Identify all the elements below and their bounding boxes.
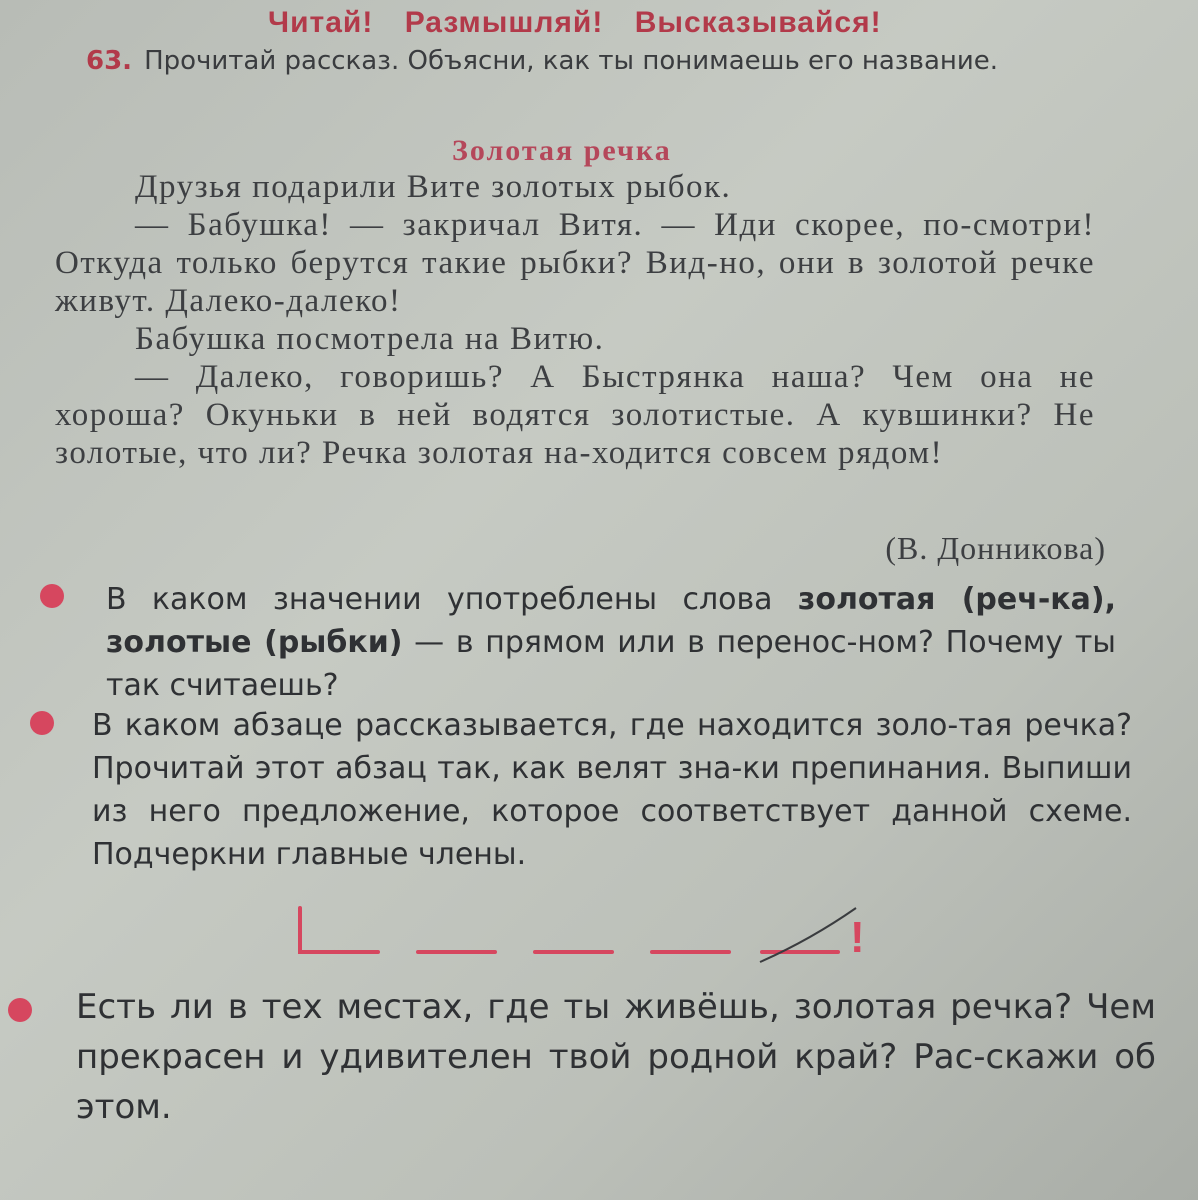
bullet-icon [8,998,32,1022]
bullet-icon [30,711,54,735]
sentence-scheme [290,900,880,970]
task-text: Прочитай рассказ. Объясни, как ты понимаешь его название. [144,46,999,76]
scheme-bracket-mark [300,908,378,952]
story-paragraph: Бабушка посмотрела на Витю. [135,321,605,357]
question-1-after: — в прямом или в перенос-ном? Почему ты так считаешь? [106,625,1116,703]
header-think: Размышляй! [404,6,604,39]
scheme-exclamation: ! [850,913,865,962]
story-paragraph: — Далеко, говоришь? А Быстрянка наша? Чем она не хороша? Окуньки в ней водятся золотистые. А кувшинки? Не золотые, что ли? Речка золотая на-ходится совсем рядом! [55,359,1095,471]
bullet-icon [40,584,64,608]
task-number: 63. [86,46,133,76]
header-read: Читай! [268,6,374,39]
question-3: Есть ли в тех местах, где ты живёшь, золотая речка? Чем прекрасен и удивителен твой родной край? Рас-скажи об этом. [76,987,1156,1127]
sentence-scheme-diagram [290,900,880,970]
question-1 [106,578,1116,707]
story-paragraph: — Бабушка! — закричал Витя. — Иди скорее, по-смотри! Откуда только берутся такие рыбки? Вид-но, они в золотой речке живут. Далеко-далеко! [55,207,1095,319]
story-title: Золотая речка [452,134,672,167]
header-speak: Высказывайся! [634,6,882,39]
story-author: (В. Донникова) [885,530,1106,566]
question-1-bold: золотая (реч-ка), золотые (рыбки) [106,582,1116,660]
story-text [55,168,1095,472]
question-1-before: В каком значении употреблены слова [106,582,798,617]
story-paragraph: Друзья подарили Вите золотых рыбок. [135,169,732,205]
section-header [268,6,904,40]
task-instruction [86,42,1086,80]
question-2: В каком абзаце рассказывается, где находится золо-тая речка? Прочитай этот абзац так, как велят зна-ки препинания. Выпиши из него предложение, которое соответствует данной схеме. Подчеркни главные члены. [92,708,1132,872]
